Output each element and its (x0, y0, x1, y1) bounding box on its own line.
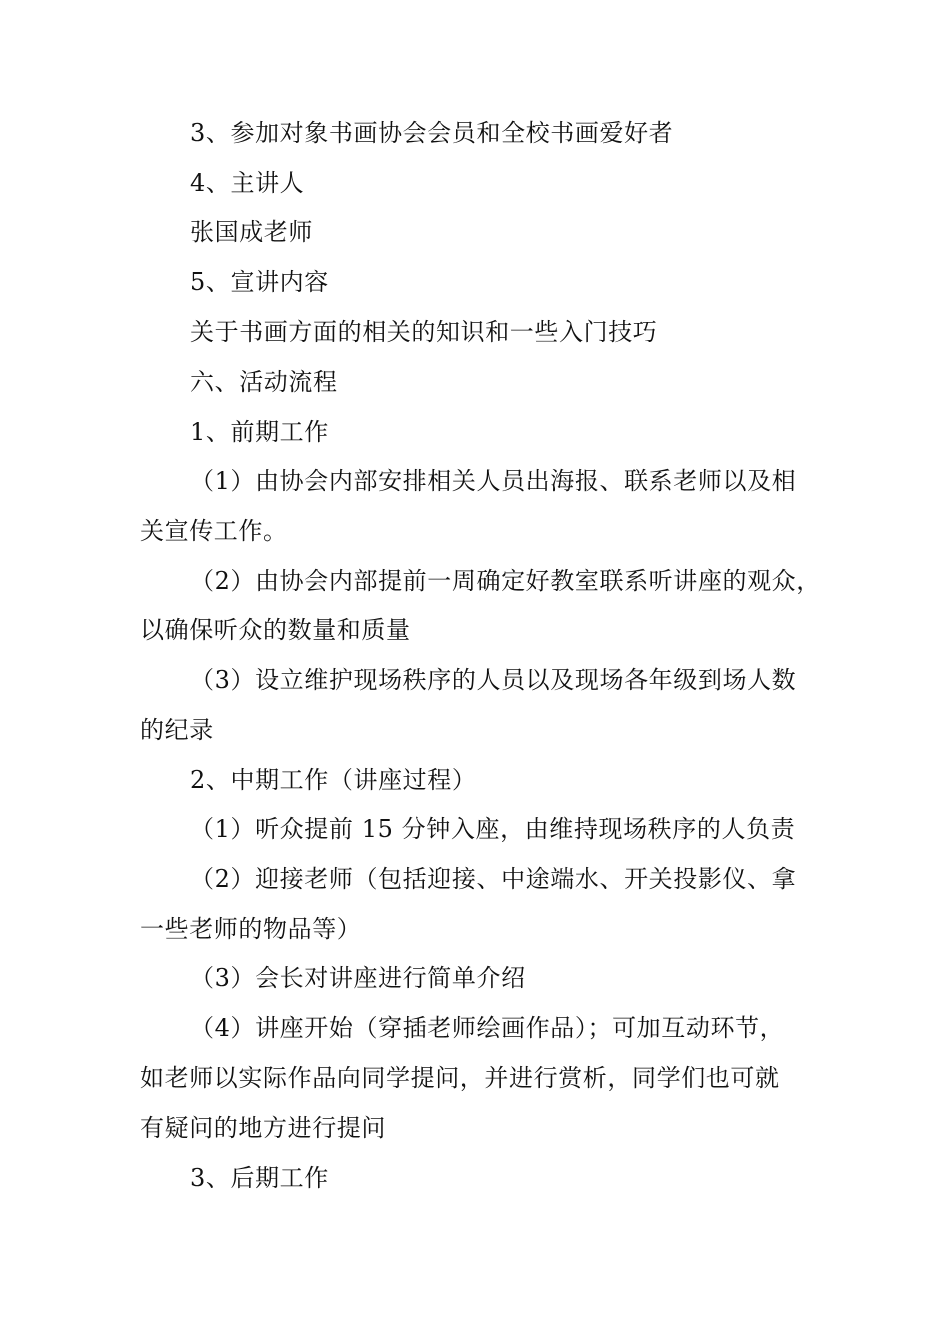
text-line: 张国成老师 (190, 218, 313, 246)
text-line: 一些老师的物品等） (140, 915, 362, 943)
text-line: 关宣传工作。 (140, 517, 288, 545)
text-line: （3）会长对讲座进行简单介绍 (190, 964, 526, 992)
text-line: 2、中期工作（讲座过程） (190, 766, 477, 794)
text-line: （3）设立维护现场秩序的人员以及现场各年级到场人数 (190, 666, 797, 694)
text-line: 3、后期工作 (190, 1164, 329, 1192)
text-line: 的纪录 (140, 716, 214, 744)
text-line: （2）迎接老师（包括迎接、中途端水、开关投影仪、拿 (190, 865, 797, 893)
text-line: 六、活动流程 (190, 368, 338, 396)
text-line: 3、参加对象书画协会会员和全校书画爱好者 (190, 119, 674, 147)
text-line: （4）讲座开始（穿插老师绘画作品）；可加互动环节， (190, 1014, 785, 1042)
text-line: 以确保听众的数量和质量 (140, 616, 411, 644)
text-line: 关于书画方面的相关的知识和一些入门技巧 (190, 318, 658, 346)
text-line: （1）听众提前 15 分钟入座，由维持现场秩序的人负责 (190, 815, 796, 843)
text-line: （2）由协会内部提前一周确定好教室联系听讲座的观众， (190, 567, 821, 595)
text-line: 4、主讲人 (190, 169, 305, 197)
text-line: （1）由协会内部安排相关人员出海报、联系老师以及相 (190, 467, 797, 495)
text-line: 有疑问的地方进行提问 (140, 1114, 386, 1142)
text-line: 1、前期工作 (190, 418, 329, 446)
text-line: 如老师以实际作品向同学提问，并进行赏析，同学们也可就 (140, 1064, 780, 1092)
text-line: 5、宣讲内容 (190, 268, 329, 296)
